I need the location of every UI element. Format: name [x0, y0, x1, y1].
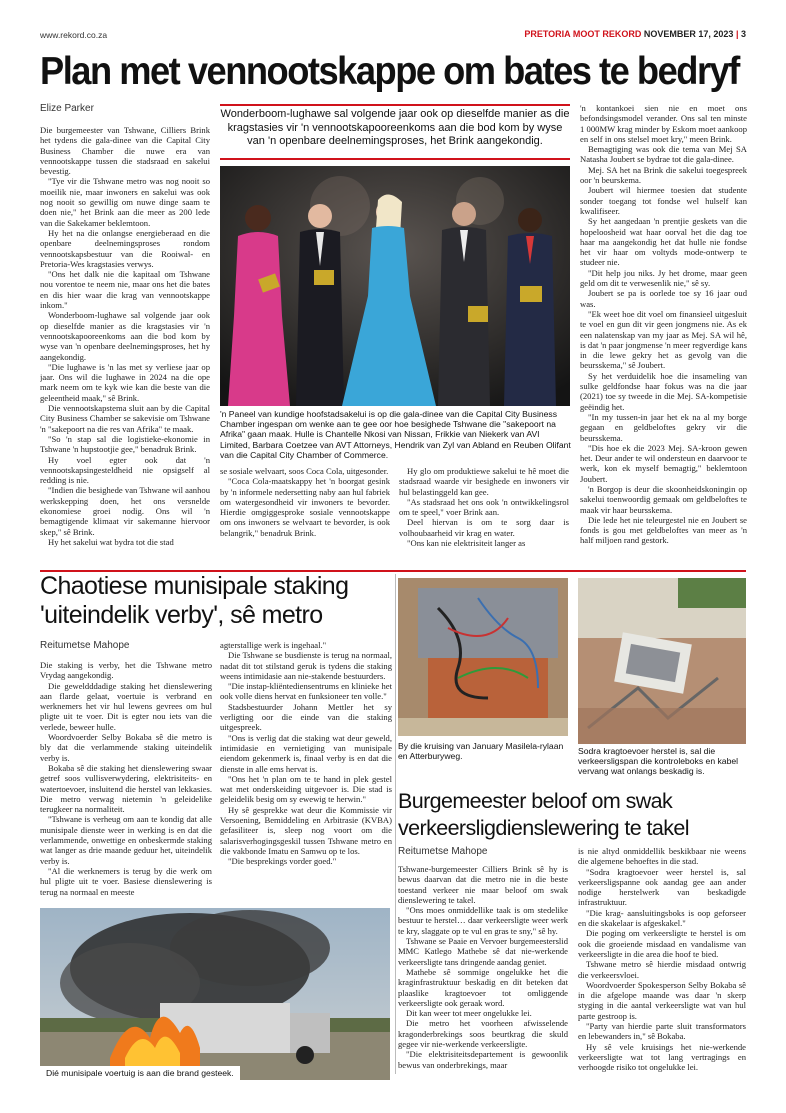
- paragraph: Stadsbestuurder Johann Mettler het sy verligting oor die einde van die staking uitgespreek.: [220, 701, 392, 733]
- paragraph: "Ek weet hoe dit voel om finansieel uitgesluit te voel en gun dit vir geen jongmens nie. As ek een nalatenskap van my jaar as Mej. SA wil hê, is dat 'n paar jongmense 'n meer regverdige kans in die lewe gekry het as gevolg van die beursskema," sê Joubert.: [580, 308, 747, 371]
- paragraph: agterstallige werk is ingehaal.": [220, 640, 327, 650]
- headline-article-2: [40, 572, 400, 630]
- paragraph: "Ons het 'n plan om te te hand in plek gestel wat met onderskeiding uitgevoer is. Die stad is geleidelik besig om sy ewewig te herwin.": [220, 773, 392, 805]
- byline-article-1: Elize Parker: [40, 103, 94, 114]
- paragraph: Hy het na die onlangse energieberaad en die openbare deelnemingsproses rondom vennootskapsbestuur van die Rooiwal- en Pretoria-Wes kragstasies verwys.: [40, 227, 210, 269]
- headline-line: 'uiteindelik verby', sê metro: [40, 601, 323, 629]
- pullquote-rule-top: [220, 104, 570, 106]
- paragraph: Die staking is verby, het die Tshwane metro Vrydag aangekondig.: [40, 660, 212, 681]
- article-3-column-1: [398, 864, 568, 1082]
- pullquote-rule-bottom: [220, 158, 570, 160]
- headline-line: Burgemeester beloof om swak: [398, 789, 673, 813]
- paragraph: "Dit help jou niks. Jy het drome, maar geen geld om dit te verwesenlik nie," sê sy.: [580, 267, 747, 289]
- paragraph: Hy sê vele kruisings het nie-werkende verkeersligte wat tot lang vertragings en verhoogde risiko tot ongelukke lei.: [578, 1041, 746, 1073]
- paragraph: Dit kan weer tot meer ongelukke lei.: [406, 1008, 532, 1019]
- paragraph: Tshwane metro sê hierdie misdaad ontwrig die verkeersvloei.: [578, 959, 746, 980]
- paragraph: Woordvoerder Selby Bokaba sê die metro is bly dat die verlammende staking uiteindelik verby is.: [40, 732, 212, 763]
- caption-gala-photo: 'n Paneel van kundige hoofstadsakelui is op die gala-dinee van die Capital City Business Chamber ingespan om wenke aan te gee oor hoe besighede Tshwane die "sakepoort na Afrika" gaan maak. Hulle is Chantelle Nkosi van Nissan, Frikkie van Niekerk van AVI Limited, Barbara Coetzee van AVT Attorneys, Hendrik van Zyl van Abland en Reuben Olifant van die Capital City Chamber of Commerce.: [220, 409, 571, 460]
- headline-article-3: [398, 788, 748, 842]
- paragraph: Die geweldddadige staking het dienslewering aan flarde gelaat, voertuie is verbrand en werknemers het vir hul lewens gevrees om hul pligte uit te voer. Dit is egter nou iets van die verlede, beweer hulle.: [40, 680, 212, 732]
- paragraph: "Die lughawe is 'n las met sy verliese jaar op jaar. Ons wil die lughawe in 2024 na die ope mark neem om te kyk wie kan die beste van die geleentheid maak," sê Brink.: [40, 361, 210, 403]
- pull-quote: Wonderboom-lughawe sal volgende jaar ook op dieselfde manier as die kragstasies vir 'n vennootskapooreenkoms aan die bod kom by wyse van 'n openbare deelnemingsproses, het Brink aangekondig.: [220, 108, 570, 147]
- article-3-column-2: [578, 846, 746, 1082]
- header-separator: |: [735, 29, 739, 39]
- paper-name: PRETORIA MOOT REKORD: [524, 29, 642, 39]
- paragraph: "Al die werknemers is terug by die werk om hul pligte uit te voer. Basiese dienslewering is terug na normaal en meeste: [40, 865, 212, 897]
- paragraph: "Ons is verlig dat die staking wat deur geweld, intimidasie en vernietiging van munisipale eiendom gekenmerk is, finaal verby is en dat die dienste in alle ems hervat is.: [220, 732, 392, 774]
- article-2-column-2: [220, 640, 392, 904]
- paragraph: Die lede het nie teleurgestel nie en Joubert se fonds is gou met geldbeloftes van meer as 'n half miljoen rand gestork.: [580, 514, 747, 546]
- damaged-control-box-photo: [398, 578, 568, 736]
- paragraph: Joubert wil hiermee toesien dat studente sonder toegang tot fondse wel hulself kan kwalifiseer.: [580, 185, 747, 216]
- page-header: [40, 28, 746, 42]
- paragraph: Hy sê gesprekke wat deur die Kommissie vir Versoening, Bemiddeling en Arbitrasie (KVBA) gefasiliteer is, sleep nog voort om die salarisverhogingsgeskil tussen Tshwane metro en die vakbonde Imatu en Samwu op te los.: [220, 804, 392, 856]
- paragraph: Hy voel egter ook dat 'n vennootskapsingesteldheid nie opsigself al redding is nie.: [40, 454, 210, 486]
- paragraph: 'n kontankoei sien nie en moet ons befondsingsmodel verander. Ons sal ten minste 1 000MW krag minder by Eskom moet aankoop en self in ons stelsel moet kry," meen Brink.: [580, 103, 747, 144]
- paragraph: se sosiale welvaart, soos Coca Cola, uitgesonder.: [220, 466, 389, 476]
- paragraph: Hy het sakelui wat bydra tot die stad: [48, 536, 174, 547]
- paragraph: "Ons moes onmiddellike taak is om stedelike bestuur te herstel… daar verkeersligte weer werk te kry, slaggate op te vul en gras te sny," sê hy.: [398, 905, 568, 936]
- article-2-column-1: [40, 660, 212, 904]
- paragraph: Sy het aangedaan 'n prentjie geskets van die hopeloosheid wat haar oorval het die dag toe haar ma aangekondig het dat hulle nie fondse het vir haar om voltyds mode-ontwerp te studeer nie.: [580, 216, 747, 268]
- headline-article-1: Plan met vennootskappe om bates te bedryf: [40, 50, 739, 93]
- paragraph: Mathebe sê sommige ongelukke het die kraginfrastruktuur beskadig en dit beteken dat plaaslike kragtoevoer tot omliggende verkeersligte ook geraak word.: [398, 966, 568, 1008]
- column-divider: [395, 574, 396, 1074]
- caption-burning-vehicle: Dié munisipale voertuig is aan die brand gesteek.: [40, 1066, 240, 1080]
- paragraph: "Ons het dalk nie die kapitaal om Tshwane nou vorentoe te neem nie, maar ons het die bates en dis hier waar die krag van vennootskappe inkom.": [40, 269, 210, 311]
- paragraph: "Indien die besighede van Tshwane wil aanhou werkskepping doen, het ons versnelde ekonomiese groei nodig. Ons wil 'n bemagtigende klimaat vir sakemanne hiervoor skep," sê Brink.: [40, 485, 210, 537]
- paragraph: Joubert se pa is oorlede toe sy 16 jaar oud was.: [580, 288, 747, 309]
- paragraph: Die vennootskapstema sluit aan by die Capital City Business Chamber se sakevisie om Tshwane 'n "sakepoort na die res van Afrika" te maak.: [40, 403, 210, 434]
- article-1-column-4: [580, 103, 747, 588]
- paragraph: Bokaba sê die staking het dienslewering swaar getref soos vullisverwydering, elektrisiteits- en watertoevoer, insluitend die herstel van lekkasies. Die metro verwag nietemin 'n geleidelike terugkeer na normaliteit.: [40, 762, 212, 815]
- paragraph: Deel hiervan is om te sorg daar is volhoubaarheid vir krag en water.: [399, 517, 569, 538]
- paragraph: "In my tussen-in jaar het ek na al my borge gegaan en geldbeloftes gekry vir die beursskema.: [580, 411, 747, 443]
- paragraph: Mej. SA het na Brink die sakelui toegespreek oor 'n beurskema.: [580, 164, 747, 186]
- paragraph: Die metro het voorheen afwisselende kragonderbrekings soos beurtkrag die skuld gegee vir nie-werkende verkeersligte.: [398, 1018, 568, 1050]
- paragraph: Sy het verduidelik hoe die insameling van sulke geldfondse haar fokus was na die jaar (2021) toe sy tweede in die Mej. SA-kompetisie geëindig het.: [580, 370, 747, 412]
- burning-vehicle-photo: [40, 908, 390, 1080]
- paragraph: Tshwane se Paaie en Vervoer burgemeesterslid MMC Katlego Mathebe sê dat nie-werkende verkeersligte tans dringende aandag geniet.: [398, 936, 568, 967]
- traffic-light-illustration: [578, 578, 746, 744]
- paragraph: "Die krag- aansluitingsboks is oop geforseer en die skakelaar is afgeskakel.": [578, 907, 746, 929]
- paragraph: Die poging om verkeersligte te herstel is om ook die groeiende misdaad en vandalisme van verkeersligte in die area die hoof te bied.: [578, 928, 746, 959]
- burning-vehicle-illustration: [40, 908, 390, 1080]
- paragraph: "Party van hierdie parte sluit transformators en lebewanders in," sê Bokaba.: [578, 1021, 746, 1042]
- issue-date: NOVEMBER 17, 2023: [643, 29, 734, 39]
- paragraph: "Dis hoe ek die 2023 Mej. SA-kroon gewen het. Deur ander te wil ondersteun en daarvoor te werk, kon ek myself bemagtig," beklemtoon Joubert.: [580, 442, 747, 484]
- paragraph: "Tye vir die Tshwane metro was nog nooit so moeilik nie, maar inwoners en sakelui was ook nog nooit so gewillig om nuwe dinge saam te doen nie," het Brink aan die meer as 200 lede van die Sakekamer beklemtoon.: [40, 176, 210, 228]
- headline-line: Chaotiese munisipale staking: [40, 572, 349, 600]
- paragraph: Die Tshwane se busdienste is terug na normaal, nadat dit tot stilstand geruk is tydens die staking weens intimidasie aan nie-stakende bestuurders.: [220, 650, 392, 681]
- paragraph: Wonderboom-lughawe sal volgende jaar ook op dieselfde manier as die kragstasies vir 'n vennootskapooreenkoms aan die bod kom by wyse van 'n openbare deelnemingsproses, het hy aangekondig.: [40, 310, 210, 362]
- page-number: 3: [740, 29, 746, 39]
- paragraph: is nie altyd onmiddellik beskikbaar nie weens die algemene behoeftes in die stad.: [578, 846, 746, 867]
- paragraph: "Die elektrisiteitsdepartement is gewoonlik bewus van onderbrekings, maar: [398, 1049, 568, 1070]
- paragraph: Bemagtiging was ook die tema van Mej SA Natasha Joubert se bydrae tot die gala-dinee.: [580, 144, 747, 165]
- paragraph: Hy glo om produktiewe sakelui te hê moet die stadsraad waarde vir besighede en inwoners vir hul belastinggeld kan gee.: [399, 466, 569, 497]
- gala-photo-illustration: [220, 166, 570, 406]
- paragraph: "So 'n stap sal die logistieke-ekonomie in Tshwane 'n hupstootjie gee," benadruk Brink.: [40, 433, 210, 455]
- paragraph: "Die instap-kliëntediensentrums en klinieke het ook volle diens hervat en funksioneer ten volle.": [220, 681, 392, 702]
- paragraph: "Sodra kragtoevoer weer herstel is, sal verkeersligspanne ook aandag gee aan ander nodige herstelwerk van beskadigde infrastruktuur.: [578, 866, 746, 908]
- gala-dinner-photo: [220, 166, 570, 406]
- paragraph: "As stadsraad het ons ook 'n ontwikkelingsrol om te speel," voer Brink aan.: [399, 496, 569, 518]
- paragraph: "Die besprekings vorder goed.": [228, 856, 337, 867]
- site-url[interactable]: www.rekord.co.za: [40, 30, 108, 40]
- caption-right-photo: Sodra kragtoevoer herstel is, sal die verkeersligspan die kontroleboks en kabel vervang wat onlangs beskadig is.: [578, 746, 739, 777]
- paragraph: Tshwane-burgemeester Cilliers Brink sê hy is bewus daarvan dat die metro nie in die beste toestand verkeer nie maar beloof om swak dienslewering te takel.: [398, 864, 568, 905]
- control-box-illustration: [398, 578, 568, 736]
- header-right: [524, 29, 746, 39]
- byline-article-3: Reitumetse Mahope: [398, 846, 488, 857]
- paragraph: "Coca Cola-maatskappy het 'n boorgat gesink by 'n informele nedersetting naby aan hul fabriek om watergesondheid vir inwoners te bevorder. Hierdie omgiggesproke sosiale vennootskappe om ons inwoners se welvaart te bevorder, is ook belangrik," benadruk Brink.: [220, 476, 390, 538]
- paragraph: Woordvoerder Spokesperson Selby Bokaba sê in die afgelope maande was daar 'n skerp styging in die aantal verkeersligte wat van hul parte gestroop is.: [578, 979, 746, 1021]
- paragraph: 'n Borgop is deur die skoonheidskoningin op sakelui toenwoordig gemaak om geldbeloftes te maak vir haar beursskema.: [580, 483, 747, 515]
- headline-line: verkeersligdienslewering te takel: [398, 816, 689, 840]
- paragraph: "Ons kan nie elektrisiteit langer as: [407, 538, 526, 549]
- article-1-column-1: [40, 125, 210, 587]
- damaged-traffic-light-photo: [578, 578, 746, 744]
- caption-left-photo: By die kruising van January Masilela-rylaan en Atterburyweg.: [398, 741, 564, 762]
- paragraph: Die burgemeester van Tshwane, Cilliers Brink het tydens die gala-dinee van die Capital City Business Chamber die nuwe era van vennootskappe tussen die stadsraad en sakelui bevestig.: [40, 125, 210, 177]
- byline-article-2: Reitumetse Mahope: [40, 640, 130, 651]
- paragraph: "Tshwane is verheug om aan te kondig dat alle munisipale dienste weer in werking is en dat die verlammende, onwettige en onbeskermde staking wat langer as drie maande geduur het, uiteindelik verby is.: [40, 814, 212, 866]
